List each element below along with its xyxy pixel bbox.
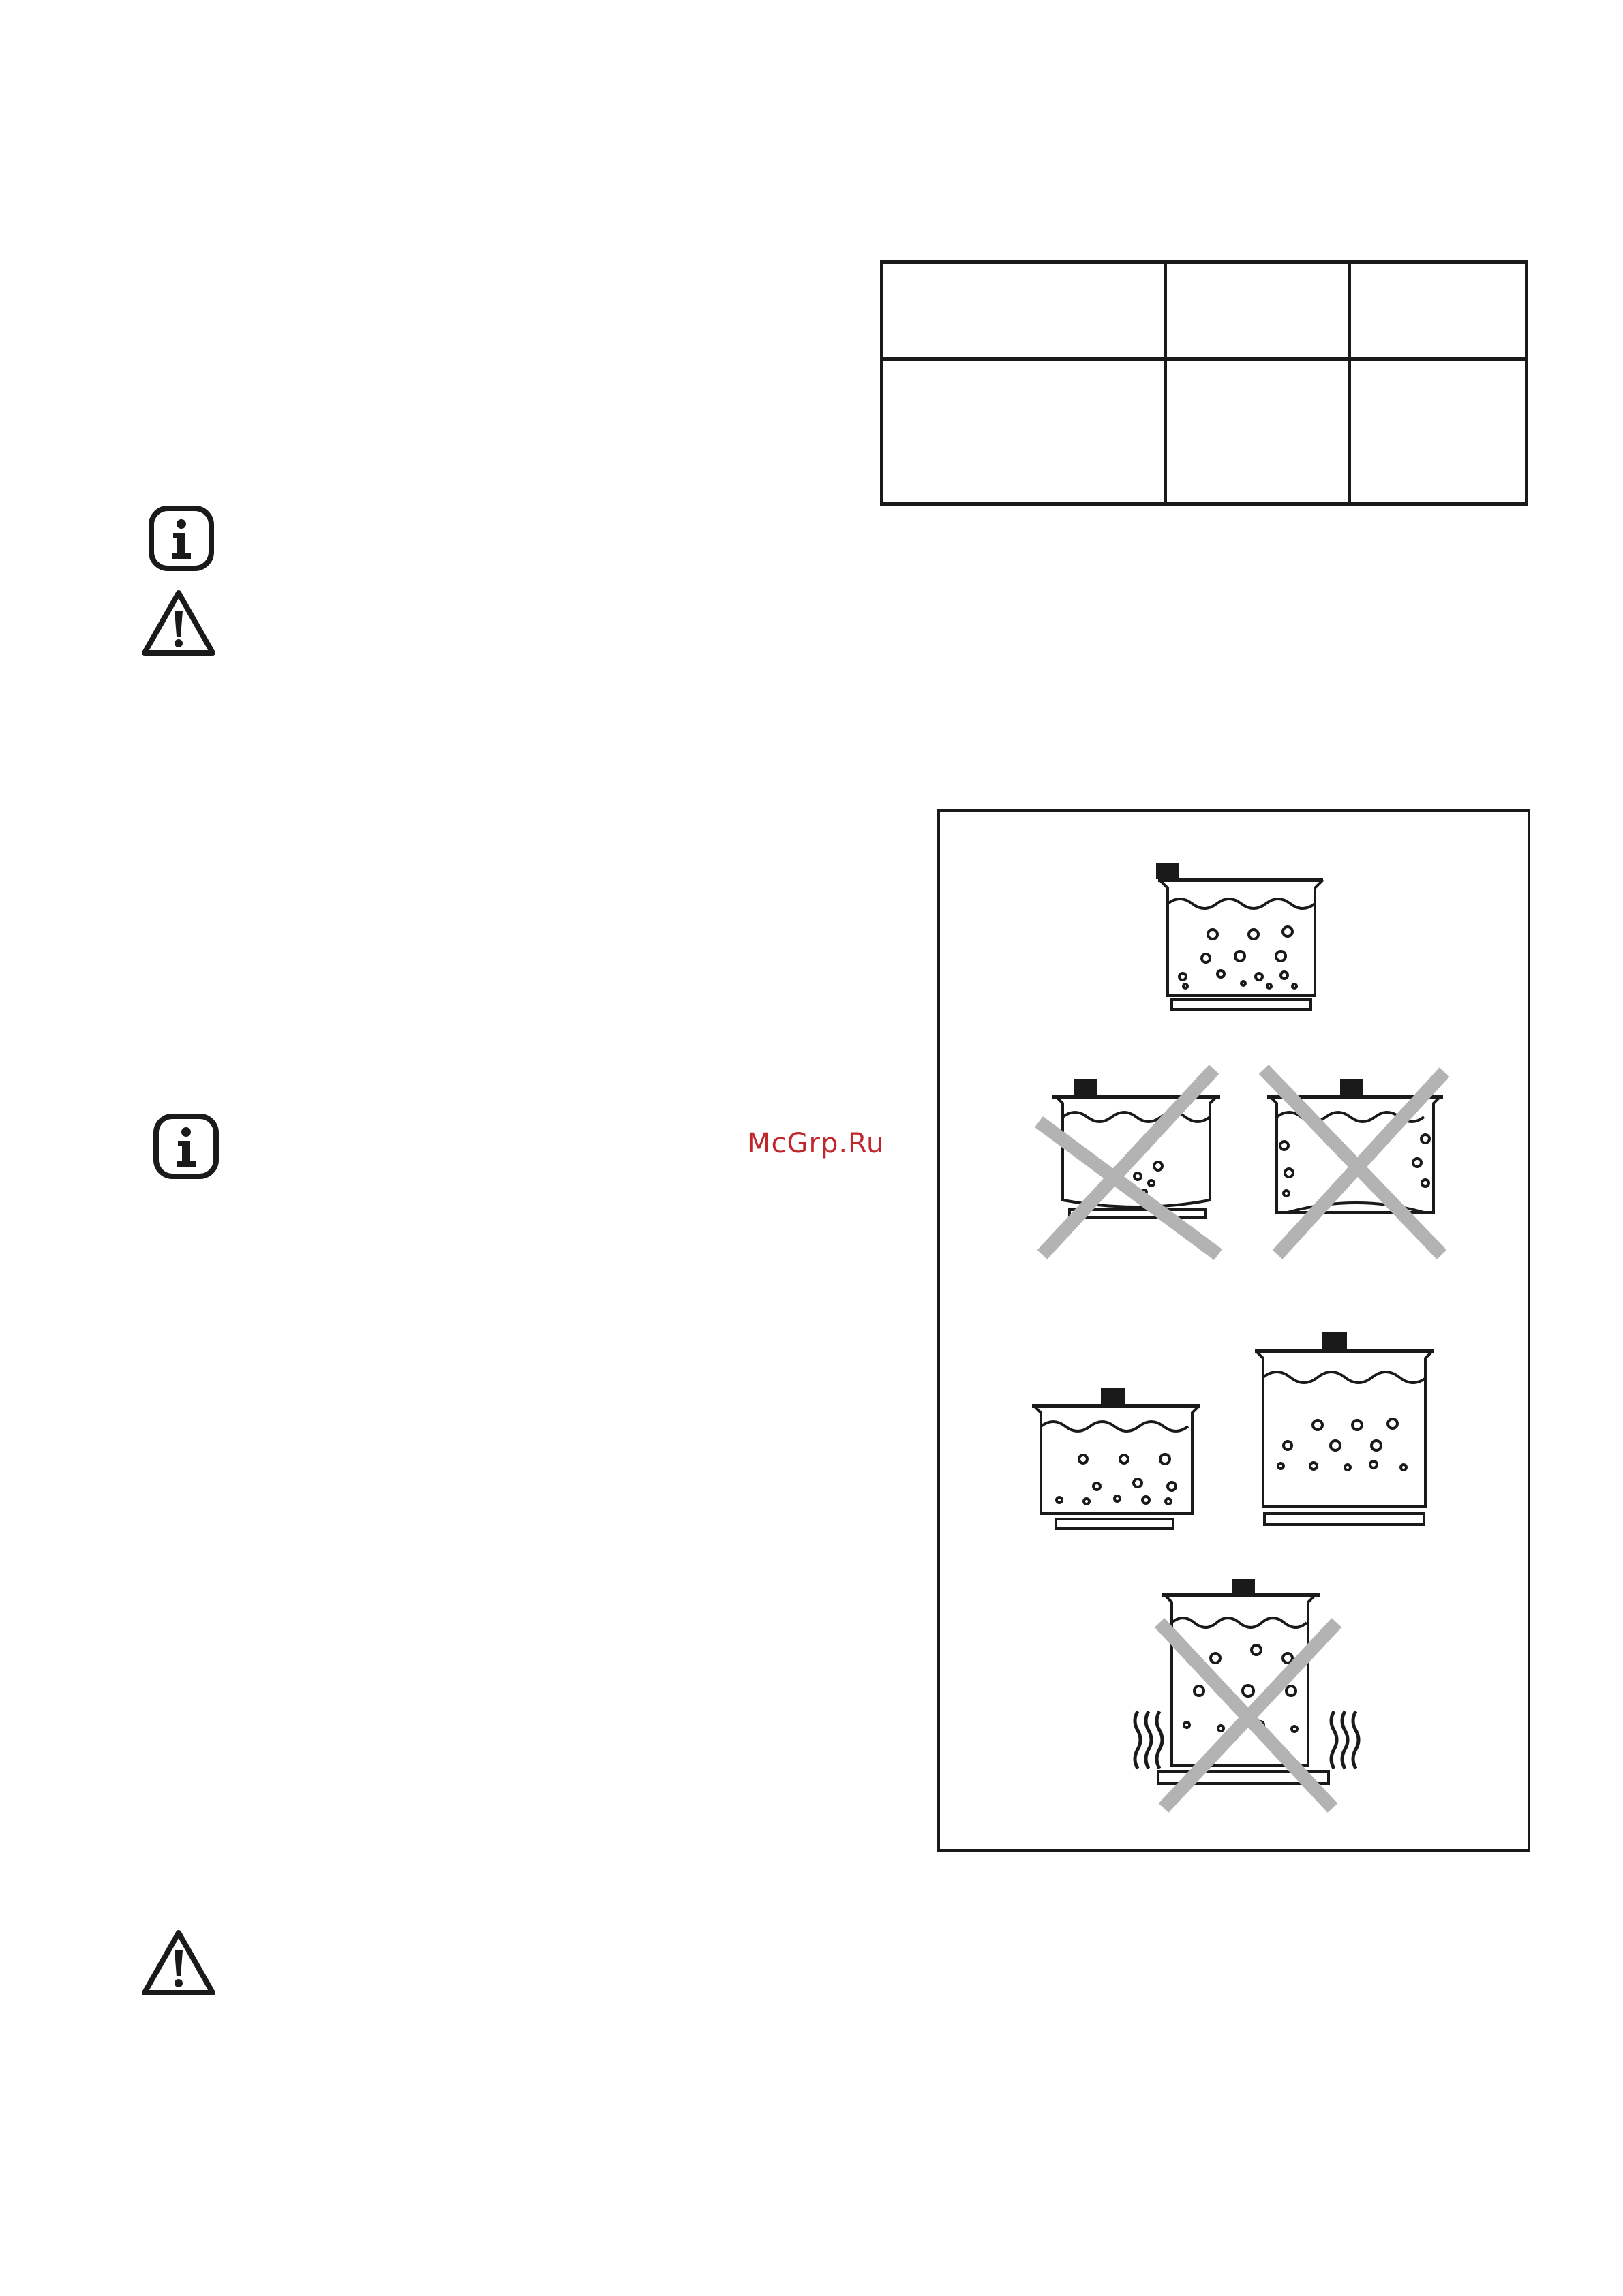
table-cell <box>1166 262 1350 359</box>
cookware-illustration <box>940 812 1528 1849</box>
correct-pan <box>1157 864 1323 1009</box>
table-cell <box>1349 359 1526 504</box>
table-cell <box>882 262 1166 359</box>
large-pan-on-zone <box>1255 1334 1434 1525</box>
table-cell <box>1349 262 1526 359</box>
watermark-text: McGrp.Ru <box>747 1128 885 1159</box>
concave-base-pan <box>1264 1069 1444 1255</box>
info-icon <box>153 1114 219 1179</box>
convex-base-pan <box>1039 1069 1220 1255</box>
reference-table <box>880 260 1528 506</box>
warning-triangle-icon <box>140 1929 217 1997</box>
table-cell <box>1166 359 1350 504</box>
info-icon <box>149 506 214 571</box>
pan-smaller-than-zone <box>1135 1580 1359 1808</box>
warning-triangle-icon <box>140 589 217 657</box>
small-pan-on-zone <box>1032 1390 1200 1529</box>
cookware-figure <box>937 809 1530 1852</box>
table-cell <box>882 359 1166 504</box>
